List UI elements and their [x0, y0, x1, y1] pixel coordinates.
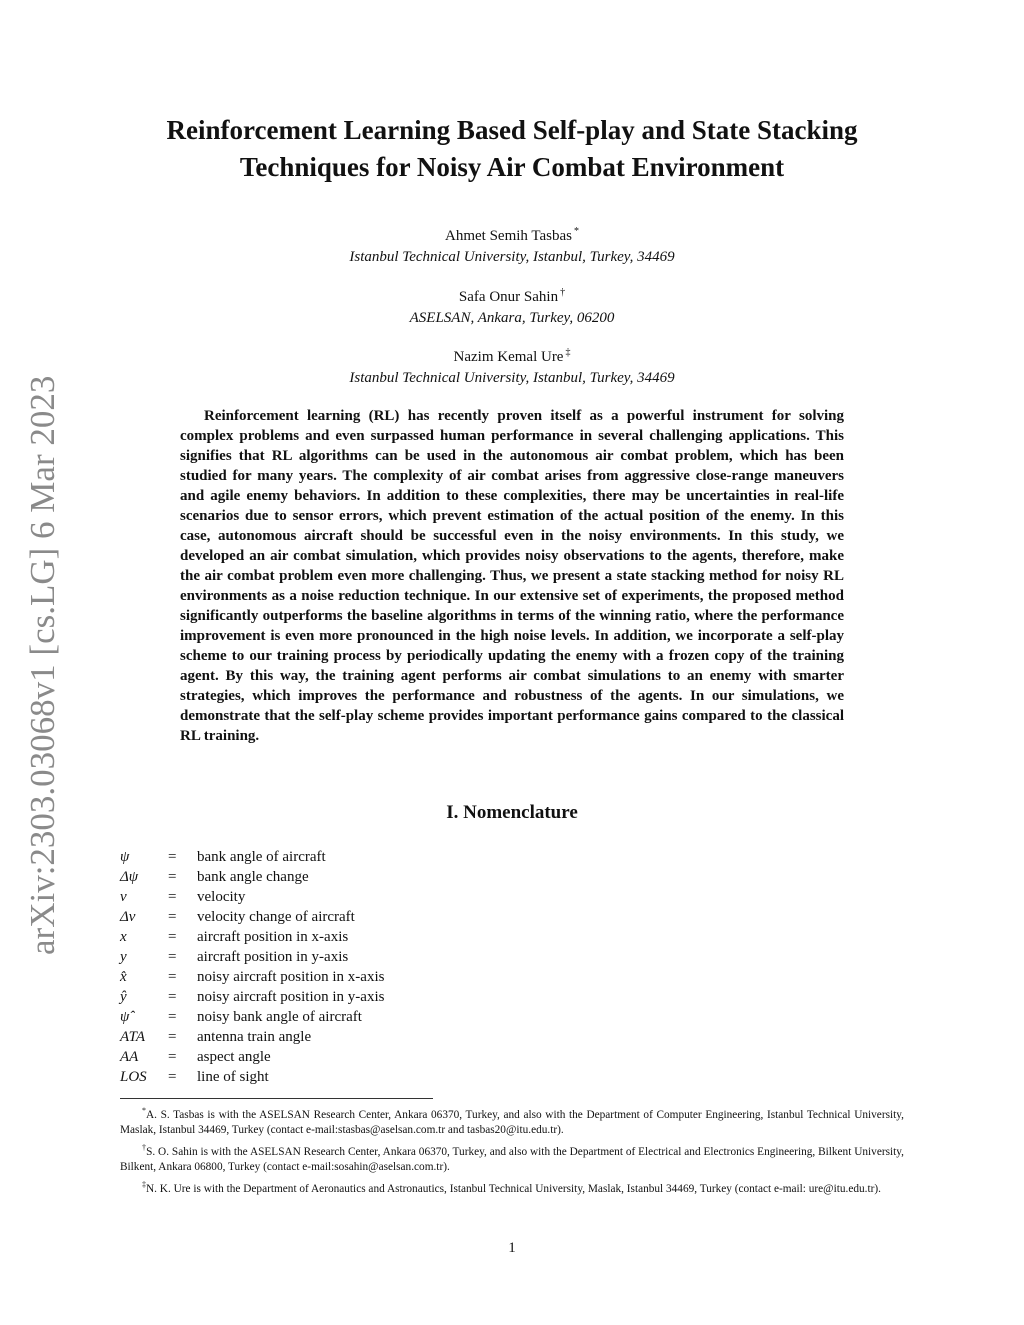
footnote-divider — [120, 1098, 433, 1099]
nomenclature-row — [120, 927, 384, 947]
author-footnote-mark[interactable]: * — [574, 226, 579, 237]
nomenclature-definition: bank angle change — [197, 869, 309, 885]
equals-sign: = — [168, 889, 177, 905]
footnote — [120, 1140, 904, 1175]
footnote-text: A. S. Tasbas is with the ASELSAN Research Center, Ankara 06370, Turkey, and also with the Department of Computer Engineering, Istanbul Technical University, Maslak, Istanbul 34469, Turkey (contact e-mail:stasbas@aselsan.com.tr and tasbas20@itu.edu.tr). — [120, 1108, 904, 1136]
section-heading: I. Nomenclature — [446, 802, 578, 823]
nomenclature-symbol: x — [120, 929, 127, 945]
nomenclature-symbol: AA — [120, 1049, 139, 1065]
equals-sign: = — [168, 1029, 177, 1045]
footnote-mark: * — [142, 1106, 146, 1115]
author-affiliation: Istanbul Technical University, Istanbul, Turkey, 34469 — [349, 249, 675, 265]
nomenclature-symbol: v — [120, 889, 127, 905]
author-name: Ahmet Semih Tasbas — [445, 228, 572, 244]
nomenclature-symbol: ψ̂ — [120, 1009, 130, 1025]
author-block-2 — [200, 282, 824, 329]
footnote — [120, 1177, 904, 1197]
nomenclature-definition: noisy aircraft position in x-axis — [197, 969, 385, 985]
arxiv-identifier: arXiv:2303.03068v1 [cs.LG] 6 Mar 2023 — [23, 375, 62, 955]
nomenclature-symbol: y — [120, 949, 127, 965]
author-name: Nazim Kemal Ure — [453, 349, 564, 365]
nomenclature-definition: noisy bank angle of aircraft — [197, 1009, 362, 1025]
nomenclature-symbol: ATA — [120, 1029, 145, 1045]
nomenclature-symbol: x̂ — [120, 969, 127, 985]
page-number: 1 — [508, 1240, 516, 1256]
equals-sign: = — [168, 989, 177, 1005]
nomenclature-row — [120, 947, 384, 967]
nomenclature-list — [120, 847, 384, 1087]
nomenclature-definition: aircraft position in y-axis — [197, 949, 349, 965]
author-affiliation: ASELSAN, Ankara, Turkey, 06200 — [409, 310, 615, 326]
nomenclature-symbol: LOS — [120, 1069, 147, 1085]
paper-title — [120, 112, 904, 186]
nomenclature-symbol: ŷ — [120, 989, 127, 1005]
nomenclature-symbol: Δv — [120, 909, 136, 925]
title-line-2: Techniques for Noisy Air Combat Environment — [239, 152, 785, 182]
nomenclature-row — [120, 1047, 384, 1067]
equals-sign: = — [168, 949, 177, 965]
author-footnote-mark[interactable]: † — [560, 287, 566, 298]
equals-sign: = — [168, 929, 177, 945]
equals-sign: = — [168, 1049, 177, 1065]
author-name: Safa Onur Sahin — [458, 289, 559, 305]
nomenclature-row — [120, 887, 384, 907]
footnote-text: S. O. Sahin is with the ASELSAN Research Center, Ankara 06370, Turkey, and also with the Department of Electrical and Electronics Engineering, Bilkent University, Bilkent, Ankara 06800, Turkey (contact e-mail:sosahin@aselsan.com.tr). — [120, 1145, 905, 1173]
equals-sign: = — [168, 969, 177, 985]
nomenclature-row — [120, 907, 384, 927]
nomenclature-row — [120, 867, 384, 887]
footnote-mark: ‡ — [142, 1179, 146, 1189]
nomenclature-definition: aspect angle — [197, 1049, 271, 1065]
author-block-3 — [200, 342, 824, 389]
author-block-1 — [200, 221, 824, 268]
footnote — [120, 1103, 904, 1138]
nomenclature-row — [120, 847, 384, 867]
equals-sign: = — [168, 849, 177, 865]
abstract: Reinforcement learning (RL) has recently proven itself as a powerful instrument for solving complex problems and even surpassed human performance in several challenging applications. This signifies that RL algorithms can be used in the autonomous air combat problem, which has been studied for many years. The complexity of air combat arises from aggressive close-range maneuvers and agile enemy behaviors. In addition to these complexities, there may be uncertainties in real-life scenarios due to sensor errors, which prevent estimation of the actual position of the enemy. In this case, autonomous aircraft should be successful even in the noisy environments. In this study, we developed an air combat simulation, which provides noisy observations to the agents, therefore, make the air combat problem even more challenging. Thus, we present a state stacking method for noisy RL environments as a noise reduction technique. In our extensive set of experiments, the proposed method significantly outperforms the baseline algorithms in terms of the winning ratio, where the performance improvement is even more pronounced in the high noise levels. In addition, we incorporate a self-play scheme to our training process by periodically updating the enemy with a frozen copy of the training agent. By this way, the training agent performs air combat simulations to an enemy with smarter strategies, which improves the performance and robustness of the agents. In our simulations, we demonstrate that the self-play scheme provides important performance gains compared to the classical RL training. — [180, 408, 844, 744]
footnote-mark: † — [142, 1142, 147, 1152]
author-footnote-mark[interactable]: ‡ — [565, 347, 571, 358]
nomenclature-definition: aircraft position in x-axis — [197, 929, 349, 945]
nomenclature-row — [120, 1007, 384, 1027]
nomenclature-definition: bank angle of aircraft — [197, 849, 326, 865]
equals-sign: = — [168, 869, 177, 885]
author-affiliation: Istanbul Technical University, Istanbul, Turkey, 34469 — [349, 370, 675, 386]
nomenclature-row — [120, 967, 384, 987]
nomenclature-definition: line of sight — [197, 1069, 269, 1085]
nomenclature-symbol: ψ — [120, 849, 130, 865]
title-line-1: Reinforcement Learning Based Self-play and State Stacking — [166, 115, 858, 145]
nomenclature-definition: noisy aircraft position in y-axis — [197, 989, 385, 1005]
footnote-text: N. K. Ure is with the Department of Aeronautics and Astronautics, Istanbul Technical University, Maslak, Istanbul 34469, Turkey (contact e-mail: ure@itu.edu.tr). — [146, 1182, 881, 1195]
nomenclature-symbol: Δψ — [120, 869, 139, 885]
nomenclature-row — [120, 987, 384, 1007]
nomenclature-definition: velocity — [197, 889, 246, 905]
nomenclature-definition: antenna train angle — [197, 1029, 312, 1045]
equals-sign: = — [168, 1009, 177, 1025]
footnotes — [120, 1103, 904, 1198]
equals-sign: = — [168, 909, 177, 925]
nomenclature-row — [120, 1027, 384, 1047]
nomenclature-definition: velocity change of aircraft — [197, 909, 355, 925]
nomenclature-row — [120, 1067, 384, 1087]
equals-sign: = — [168, 1069, 177, 1085]
